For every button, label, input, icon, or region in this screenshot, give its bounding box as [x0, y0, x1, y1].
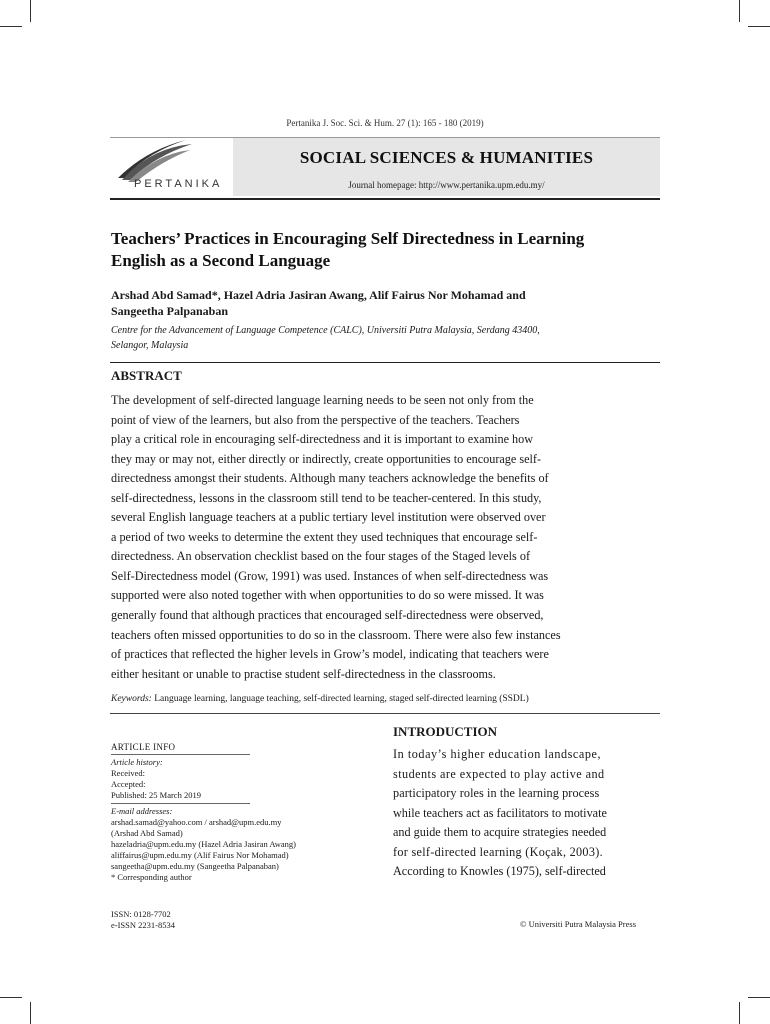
corresponding-author-note: * Corresponding author: [111, 872, 192, 882]
masthead-title: SOCIAL SCIENCES & HUMANITIES: [299, 148, 594, 167]
email-line: arshad.samad@yahoo.com / arshad@upm.edu.my: [111, 817, 282, 827]
intro-line: for self-directed learning (Koçak, 2003).: [393, 844, 603, 859]
author-line: Sangeetha Palpanaban: [111, 304, 229, 318]
abstract-line: point of view of the learners, but also from the perspective of the teachers. Teachers: [111, 412, 520, 427]
crop-mark: [739, 0, 740, 22]
article-title: [111, 228, 661, 272]
logo-wordmark: PERTANIKA: [134, 178, 223, 190]
intro-line: In today’s higher education landscape,: [393, 747, 602, 761]
abstract-line: they may or may not, either directly or indirectly, create opportunities to encourage self-: [111, 451, 542, 466]
received-date: Received:: [111, 768, 145, 778]
published-date: Published: 25 March 2019: [111, 790, 201, 800]
abstract-line: either hesitant or unable to practise student self-directedness in the classrooms.: [111, 666, 496, 681]
keywords-label: Keywords:: [111, 694, 152, 704]
affiliation-line: Centre for the Advancement of Language Competence (CALC), Universiti Putra Malaysia, Serdang 43400,: [111, 325, 540, 336]
section-divider: [110, 362, 660, 363]
accepted-date: Accepted:: [111, 779, 146, 789]
crop-mark: [30, 1002, 31, 1024]
article-info-heading: ARTICLE INFO: [111, 742, 176, 752]
crop-mark: [30, 0, 31, 22]
intro-line: According to Knowles (1975), self-directed: [393, 864, 606, 879]
email-line: sangeetha@upm.edu.my (Sangeetha Palpanaban): [111, 861, 279, 871]
affiliation-line: Selangor, Malaysia: [111, 340, 189, 351]
email-label: E-mail addresses:: [111, 806, 173, 816]
email-addresses: [111, 806, 296, 883]
keywords-list: Language learning, language teaching, self-directed learning, staged self-directed learning (SSDL): [151, 694, 529, 704]
title-line: Teachers’ Practices in Encouraging Self Directedness in Learning: [111, 229, 585, 248]
author-list: [111, 287, 661, 319]
info-rule: [111, 803, 250, 804]
introduction-heading: INTRODUCTION: [393, 724, 498, 739]
issn-block: [111, 909, 175, 931]
publisher-copyright: © Universiti Putra Malaysia Press: [520, 919, 636, 929]
crop-mark: [0, 997, 22, 998]
title-line: English as a Second Language: [111, 251, 331, 270]
abstract-line: generally found that although practices that encouraged self-directedness were observed,: [111, 608, 544, 623]
journal-homepage: Journal homepage: http://www.pertanika.upm.edu.my/: [348, 180, 545, 190]
introduction-text: [393, 745, 661, 882]
issn: ISSN: 0128-7702: [111, 909, 171, 919]
keywords: [111, 694, 663, 704]
crop-mark: [748, 997, 770, 998]
email-line: aliffairus@upm.edu.my (Alif Fairus Nor Mohamad): [111, 850, 289, 860]
abstract-line: The development of self-directed language learning needs to be seen not only from the: [111, 393, 534, 407]
pertanika-logo: [110, 138, 230, 196]
crop-mark: [0, 26, 22, 27]
affiliation: [111, 323, 663, 353]
journal-citation: Pertanika J. Soc. Sci. & Hum. 27 (1): 165 - 180 (2019): [286, 118, 484, 128]
intro-line: students are expected to play active and: [393, 766, 605, 781]
info-rule: [111, 754, 250, 755]
crop-mark: [739, 1002, 740, 1024]
history-label: Article history:: [111, 757, 163, 767]
abstract-line: directedness. An observation checklist based on the four stages of the Staged levels of: [111, 549, 530, 564]
abstract-text: [111, 391, 661, 684]
abstract-line: Self-Directedness model (Grow, 1991) was used. Instances of when self-directedness was: [111, 568, 549, 583]
abstract-line: a period of two weeks to determine the extent they used techniques that encourage self-: [111, 529, 538, 544]
abstract-line: play a critical role in encouraging self-directedness and it is important to examine how: [111, 432, 534, 447]
masthead-banner: [233, 138, 660, 196]
abstract-line: directedness amongst their students. Although many teachers acknowledge the benefits of: [111, 471, 549, 486]
email-line: hazeladria@upm.edu.my (Hazel Adria Jasiran Awang): [111, 839, 297, 849]
abstract-line: several English language teachers at a public tertiary level institution were observed over: [111, 510, 546, 525]
abstract-line: self-directedness, lessons in the classroom still tend to be teacher-centered. In this study,: [111, 490, 542, 505]
abstract-heading: ABSTRACT: [111, 368, 182, 383]
email-line: (Arshad Abd Samad): [111, 828, 183, 838]
masthead-rule-bottom: [110, 198, 660, 200]
eissn: e-ISSN 2231-8534: [111, 920, 175, 930]
abstract-line: of practices that reflected the higher levels in Grow’s model, indicating that teachers were: [111, 647, 549, 662]
section-divider: [110, 713, 660, 714]
article-history: [111, 757, 201, 801]
intro-line: while teachers act as facilitators to motivate: [393, 805, 607, 820]
intro-line: and guide them to acquire strategies needed: [393, 825, 607, 840]
crop-mark: [748, 26, 770, 27]
abstract-line: teachers often missed opportunities to do so in the classroom. There were also few instances: [111, 627, 561, 642]
intro-line: participatory roles in the learning process: [393, 786, 600, 801]
abstract-line: supported were also noted together with when opportunities to do so were missed. It was: [111, 588, 544, 603]
author-line: Arshad Abd Samad*, Hazel Adria Jasiran Awang, Alif Fairus Nor Mohamad and: [111, 288, 526, 302]
